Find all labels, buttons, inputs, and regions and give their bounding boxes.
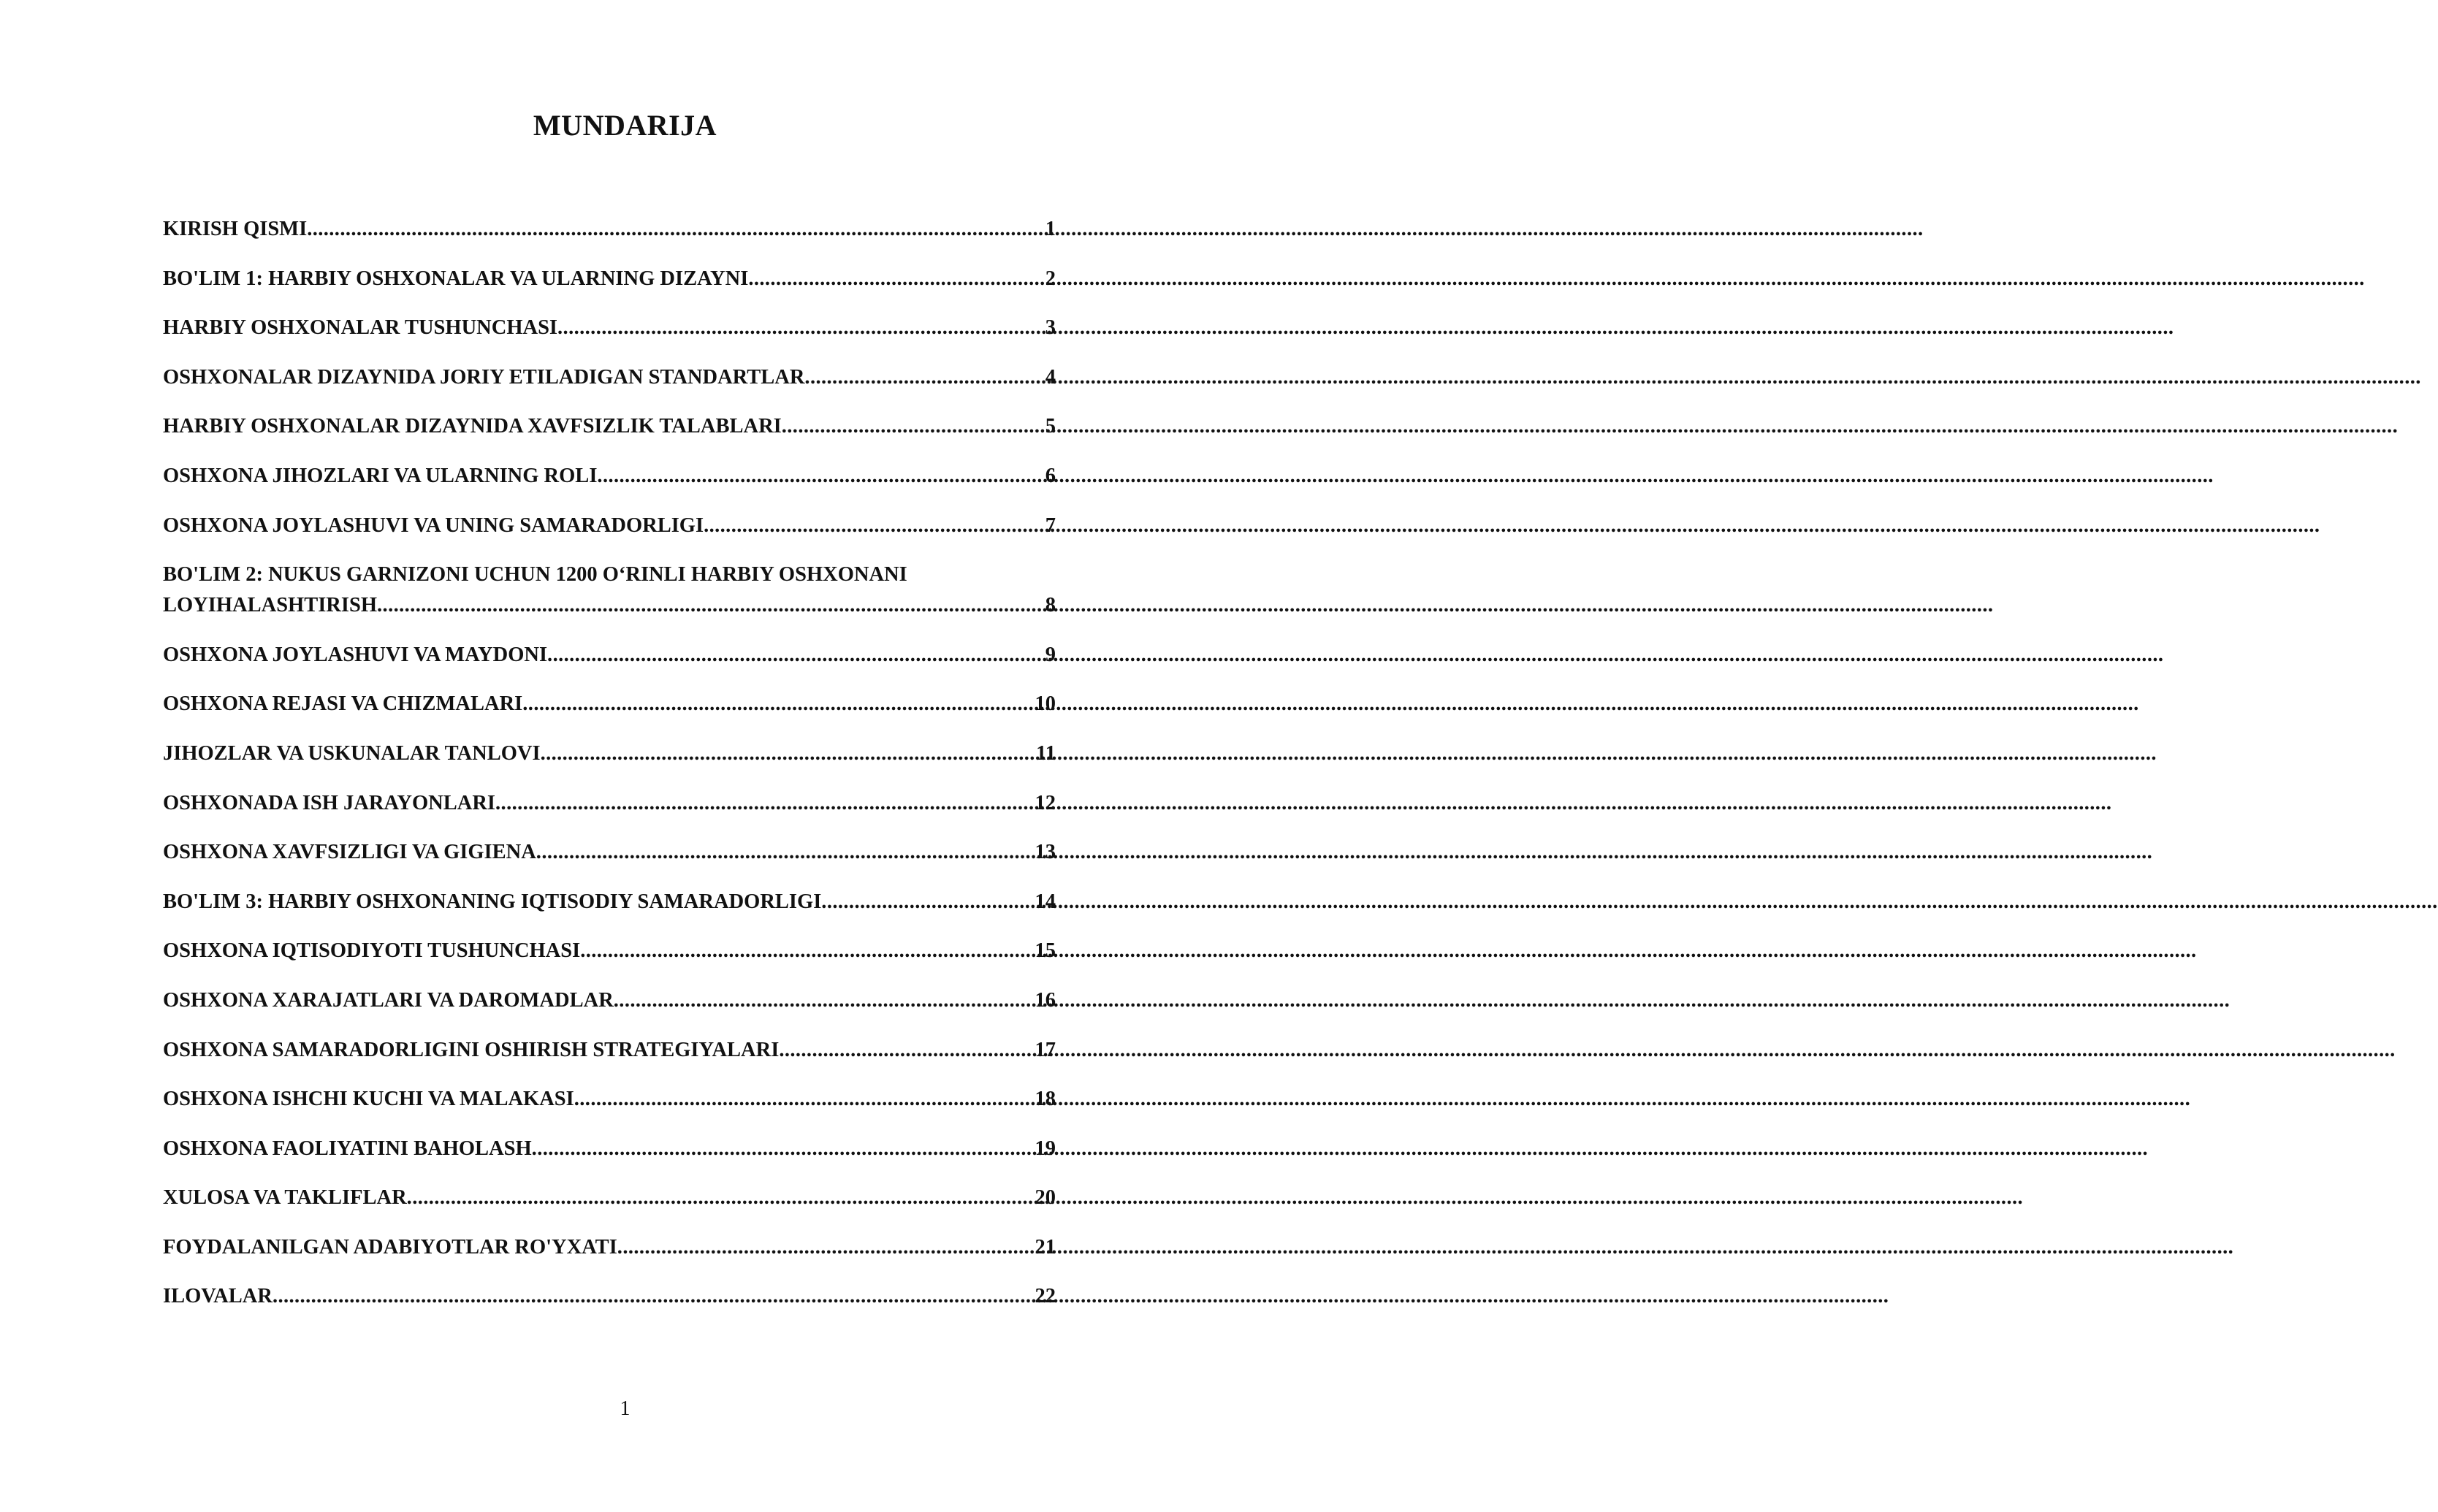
- toc-entry-page-number: 17: [1035, 1038, 1056, 1061]
- page-number-footer: 1: [620, 1397, 631, 1420]
- toc-entry-samaradorligini-oshirish[interactable]: [163, 1035, 1056, 1066]
- toc-entry-page-number: 18: [1035, 1088, 1056, 1111]
- toc-entry-xulosa[interactable]: [163, 1183, 1056, 1213]
- page-title: MUNDARIJA: [533, 109, 717, 142]
- toc-entry-harbiy-oshxonalar-tushunchasi[interactable]: [163, 313, 1056, 343]
- toc-entry-joylashuvi-maydoni[interactable]: [163, 640, 1056, 671]
- toc-entry-page-number: 8: [1045, 594, 1056, 617]
- toc-entry-label: OSHXONA JOYLASHUVI VA MAYDONI: [163, 643, 548, 666]
- toc-entry-label: OSHXONADA ISH JARAYONLARI: [163, 791, 496, 814]
- toc-entry-label: BO'LIM 1: HARBIY OSHXONALAR VA ULARNING DIZAYNI: [163, 267, 749, 290]
- toc-entry-label: OSHXONA XAVFSIZLIGI VA GIGIENA: [163, 841, 536, 864]
- toc-entry-page-number: 9: [1045, 643, 1056, 666]
- toc-entry-line-1: [163, 560, 1056, 590]
- toc-entry-adabiyotlar[interactable]: [163, 1232, 1056, 1263]
- toc-entry-page-number: 11: [1036, 741, 1056, 765]
- toc-leader-dots: [782, 411, 1045, 442]
- toc-entry-label: BO'LIM 3: HARBIY OSHXONANING IQTISODIY SAMARADORLIGI: [163, 890, 822, 913]
- toc-entry-label: XULOSA VA TAKLIFLAR: [163, 1186, 407, 1210]
- toc-entry-page-number: 3: [1045, 316, 1056, 340]
- toc-entry-page-number: 12: [1035, 791, 1056, 814]
- toc-entry-ish-jarayonlari[interactable]: [163, 788, 1056, 819]
- toc-entry-page-number: 5: [1045, 415, 1056, 438]
- toc-entry-faoliyatini-baholash[interactable]: [163, 1134, 1056, 1164]
- toc-entry-label: FOYDALANILGAN ADABIYOTLAR RO'YXATI: [163, 1235, 617, 1259]
- toc-entry-xavfsizligi-gigiena[interactable]: [163, 837, 1056, 868]
- toc-leader-dots: [748, 264, 1044, 294]
- table-of-contents: [163, 214, 1056, 1331]
- toc-entry-joylashuvi-samaradorligi[interactable]: [163, 511, 1056, 541]
- toc-entry-label: OSHXONA IQTISODIYOTI TUSHUNCHASI: [163, 939, 581, 963]
- toc-leader-dots: [541, 738, 1036, 769]
- toc-leader-dots: [307, 214, 1045, 245]
- toc-entry-label: OSHXONALAR DIZAYNIDA JORIY ETILADIGAN STANDARTLAR: [163, 365, 805, 389]
- toc-leader-dots: [273, 1281, 1035, 1312]
- toc-entry-page-number: 6: [1045, 464, 1056, 487]
- toc-entry-label: HARBIY OSHXONALAR TUSHUNCHASI: [163, 316, 558, 340]
- toc-entry-page-number: 13: [1035, 841, 1056, 864]
- toc-entry-page-number: 2: [1045, 267, 1056, 290]
- toc-entry-kirish[interactable]: [163, 214, 1056, 245]
- toc-entry-label: OSHXONA JOYLASHUVI VA UNING SAMARADORLIGI: [163, 513, 704, 537]
- toc-entry-jihozlari-roli[interactable]: [163, 461, 1056, 492]
- toc-entry-page-number: 10: [1035, 692, 1056, 716]
- toc-leader-dots: [522, 689, 1034, 719]
- toc-entry-line-2: [163, 590, 1056, 621]
- toc-entry-label-line-1: BO'LIM 2: NUKUS GARNIZONI UCHUN 1200 O‘RINLI HARBIY OSHXONANI: [163, 563, 907, 587]
- toc-leader-dots: [580, 936, 1034, 966]
- toc-leader-dots: [532, 1134, 1035, 1164]
- toc-entry-label: ILOVALAR: [163, 1285, 273, 1308]
- toc-entry-label-wrap: [163, 560, 1056, 621]
- toc-entry-page-number: 21: [1035, 1235, 1056, 1259]
- toc-entry-label: KIRISH QISMI: [163, 218, 308, 240]
- toc-leader-dots: [377, 590, 1045, 621]
- toc-entry-bolim-3[interactable]: [163, 887, 1056, 917]
- toc-entry-page-number: 19: [1035, 1137, 1056, 1160]
- toc-entry-ilovalar[interactable]: [163, 1281, 1056, 1312]
- toc-entry-xarajatlari-daromadlar[interactable]: [163, 985, 1056, 1016]
- toc-entry-bolim-2[interactable]: [163, 560, 1056, 621]
- toc-leader-dots: [779, 1035, 1034, 1066]
- toc-entry-label: OSHXONA REJASI VA CHIZMALARI: [163, 692, 523, 716]
- toc-leader-dots: [495, 788, 1034, 819]
- toc-entry-iqtisodiyoti-tushunchasi[interactable]: [163, 936, 1056, 966]
- toc-entry-label: OSHXONA JIHOZLARI VA ULARNING ROLI: [163, 464, 598, 487]
- toc-leader-dots: [557, 313, 1045, 343]
- toc-leader-dots: [536, 837, 1035, 868]
- toc-entry-page-number: 1: [1045, 218, 1056, 240]
- toc-entry-page-number: 15: [1035, 939, 1056, 963]
- toc-entry-page-number: 22: [1035, 1285, 1056, 1308]
- toc-entry-label: OSHXONA SAMARADORLIGINI OSHIRISH STRATEGIYALARI: [163, 1038, 780, 1061]
- toc-leader-dots: [597, 461, 1044, 492]
- toc-entry-label-line-2: LOYIHALASHTIRISH: [163, 594, 378, 617]
- toc-entry-xavfsizlik-talablari[interactable]: [163, 411, 1056, 442]
- toc-leader-dots: [614, 985, 1035, 1016]
- toc-entry-label: OSHXONA XARAJATLARI VA DAROMADLAR: [163, 988, 614, 1012]
- toc-entry-page-number: 16: [1035, 988, 1056, 1012]
- toc-leader-dots: [704, 511, 1045, 541]
- toc-leader-dots: [617, 1232, 1035, 1263]
- toc-entry-bolim-1[interactable]: [163, 264, 1056, 294]
- toc-leader-dots: [821, 887, 1034, 917]
- toc-entry-label: JIHOZLAR VA USKUNALAR TANLOVI: [163, 741, 541, 765]
- toc-leader-dots: [574, 1084, 1035, 1115]
- toc-entry-ishchi-kuchi[interactable]: [163, 1084, 1056, 1115]
- toc-leader-dots: [547, 640, 1045, 671]
- toc-entry-rejasi-chizmalari[interactable]: [163, 689, 1056, 719]
- toc-leader-dots: [804, 362, 1044, 393]
- toc-entry-label: HARBIY OSHXONALAR DIZAYNIDA XAVFSIZLIK TALABLARI: [163, 415, 782, 438]
- toc-entry-label: OSHXONA FAOLIYATINI BAHOLASH: [163, 1137, 532, 1160]
- toc-entry-uskunalar-tanlovi[interactable]: [163, 738, 1056, 769]
- toc-entry-label: OSHXONA ISHCHI KUCHI VA MALAKASI: [163, 1088, 574, 1111]
- toc-entry-page-number: 4: [1045, 365, 1056, 389]
- toc-entry-page-number: 7: [1045, 513, 1056, 537]
- toc-entry-page-number: 20: [1035, 1186, 1056, 1210]
- toc-leader-dots: [407, 1183, 1035, 1213]
- document-page: [0, 0, 1169, 1512]
- toc-entry-standartlar[interactable]: [163, 362, 1056, 393]
- toc-entry-page-number: 14: [1035, 890, 1056, 913]
